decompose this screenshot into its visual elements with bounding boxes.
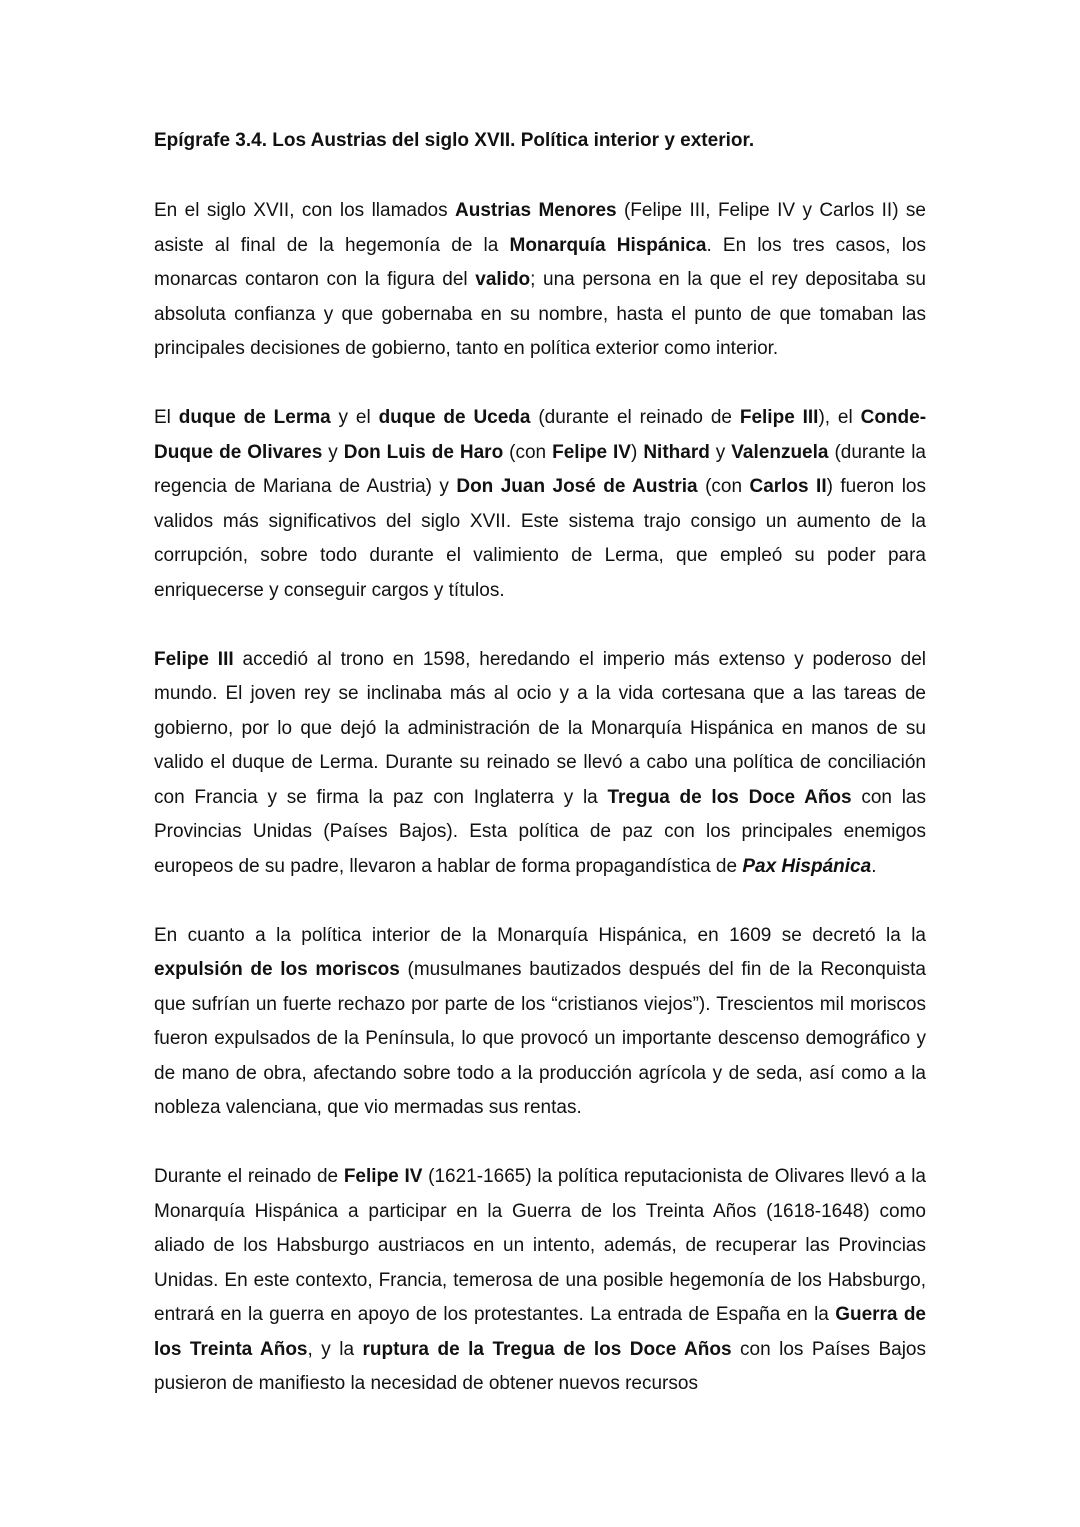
bold-term: Monarquía Hispánica	[509, 234, 707, 256]
text-run: ), el	[818, 407, 861, 428]
bold-term: Valenzuela	[731, 441, 829, 463]
text-run: y	[709, 441, 732, 463]
paragraph-felipe-iii	[154, 643, 926, 885]
text-run: En el siglo XVII, con los llamados	[154, 200, 456, 221]
bold-term: Don Juan José de Austria	[456, 476, 698, 497]
bold-term: expulsión de los moriscos	[154, 959, 400, 980]
text-run: (con	[503, 441, 553, 463]
bold-term: Guerra de los Treinta Años	[154, 1304, 926, 1360]
text-run: .	[871, 855, 877, 877]
text-run: con los Países Bajos pusieron de manifiesto la necesidad de obtener nuevos recursos	[154, 1338, 926, 1394]
bold-term: Austrias Menores	[455, 200, 617, 221]
paragraph-moriscos	[154, 919, 926, 1126]
text-run: (durante el reinado de	[530, 407, 740, 428]
text-run: . En los tres casos, los monarcas contaron con la figura del	[154, 234, 926, 290]
bold-term: Felipe III	[154, 648, 234, 670]
text-run: (Felipe III, Felipe IV y Carlos II) se asiste al final de la hegemonía de la	[154, 200, 926, 256]
bold-term: Don Luis de Haro	[343, 441, 504, 463]
text-run: , y la	[307, 1338, 363, 1360]
text-run: accedió al trono en 1598, heredando el imperio más extenso y poderoso del mundo. El joven rey se inclinaba más al ocio y a la vida cortesana que a las tareas de gobierno, por lo que dejó la administración de la Monarquía Hispánica en manos de su valido el duque de Lerma. Durante su reinado se llevó a cabo una política de conciliación con Francia y se firma la paz con Inglaterra y la	[154, 648, 926, 808]
page-title: Epígrafe 3.4. Los Austrias del siglo XVII. Política interior y exterior.	[154, 130, 755, 151]
text-run: (durante la regencia de Mariana de Austria) y	[154, 441, 927, 497]
text-run: En cuanto a la política interior de la Monarquía Hispánica, en 1609 se decretó la la	[154, 924, 926, 946]
bold-term: Felipe IV	[552, 441, 631, 463]
paragraph-felipe-iv	[154, 1160, 926, 1402]
text-run: y	[322, 441, 344, 463]
text-run: ) fueron los validos más significativos del siglo XVII. Este sistema trajo consigo un aumento de la corrupción, sobre todo durante el valimiento de Lerma, que empleó su poder para enriquecerse y conseguir cargos y títulos.	[154, 476, 926, 601]
bold-term: duque de Uceda	[378, 407, 531, 428]
document-page	[154, 126, 926, 1436]
bold-term: Nithard	[643, 441, 710, 463]
text-run: El	[154, 407, 179, 428]
bold-term: Carlos II	[749, 476, 827, 497]
paragraph-validos	[154, 401, 926, 608]
bold-term: Felipe IV	[343, 1166, 423, 1187]
bold-term: Felipe III	[739, 407, 819, 428]
paragraph-austrias-menores	[154, 194, 926, 367]
bold-italic-term	[742, 856, 871, 877]
bold-term: Tregua de los Doce Años	[607, 786, 852, 808]
text-run: Durante el reinado de	[154, 1166, 344, 1187]
text-run: y el	[330, 407, 379, 428]
text-run: con las Provincias Unidas (Países Bajos). Esta política de paz con los principales enemigos europeos de su padre, llevaron a hablar de forma propagandística de	[154, 786, 927, 877]
italic-term: Pax Hispánica	[742, 855, 872, 877]
text-run: )	[630, 441, 644, 463]
bold-term: Conde-Duque de Olivares	[154, 407, 927, 463]
text-run: (musulmanes bautizados después del fin de la Reconquista que sufrían un fuerte rechazo por parte de los “cristianos viejos”). Trescientos mil moriscos fueron expulsados de la Península, lo que provocó un importante descenso demográfico y de mano de obra, afectando sobre todo a la producción agrícola y de seda, así como a la nobleza valenciana, que vio mermadas sus rentas.	[154, 959, 926, 1118]
text-run: (1621-1665) la política reputacionista de Olivares llevó a la Monarquía Hispánica a participar en la Guerra de los Treinta Años (1618-1648) como aliado de los Habsburgo austriacos en un intento, además, de recuperar las Provincias Unidas. En este contexto, Francia, temerosa de una posible hegemonía de los Habsburgo, entrará en la guerra en apoyo de los protestantes. La entrada de España en la	[154, 1166, 927, 1325]
bold-term: duque de Lerma	[178, 407, 331, 428]
text-run: ; una persona en la que el rey depositaba su absoluta confianza y que gobernaba en su nombre, hasta el punto de que tomaban las principales decisiones de gobierno, tanto en política exterior como interior.	[154, 269, 926, 359]
bold-term: ruptura de la Tregua de los Doce Años	[362, 1338, 732, 1360]
text-run: (con	[697, 476, 750, 497]
bold-term: valido	[475, 269, 531, 290]
